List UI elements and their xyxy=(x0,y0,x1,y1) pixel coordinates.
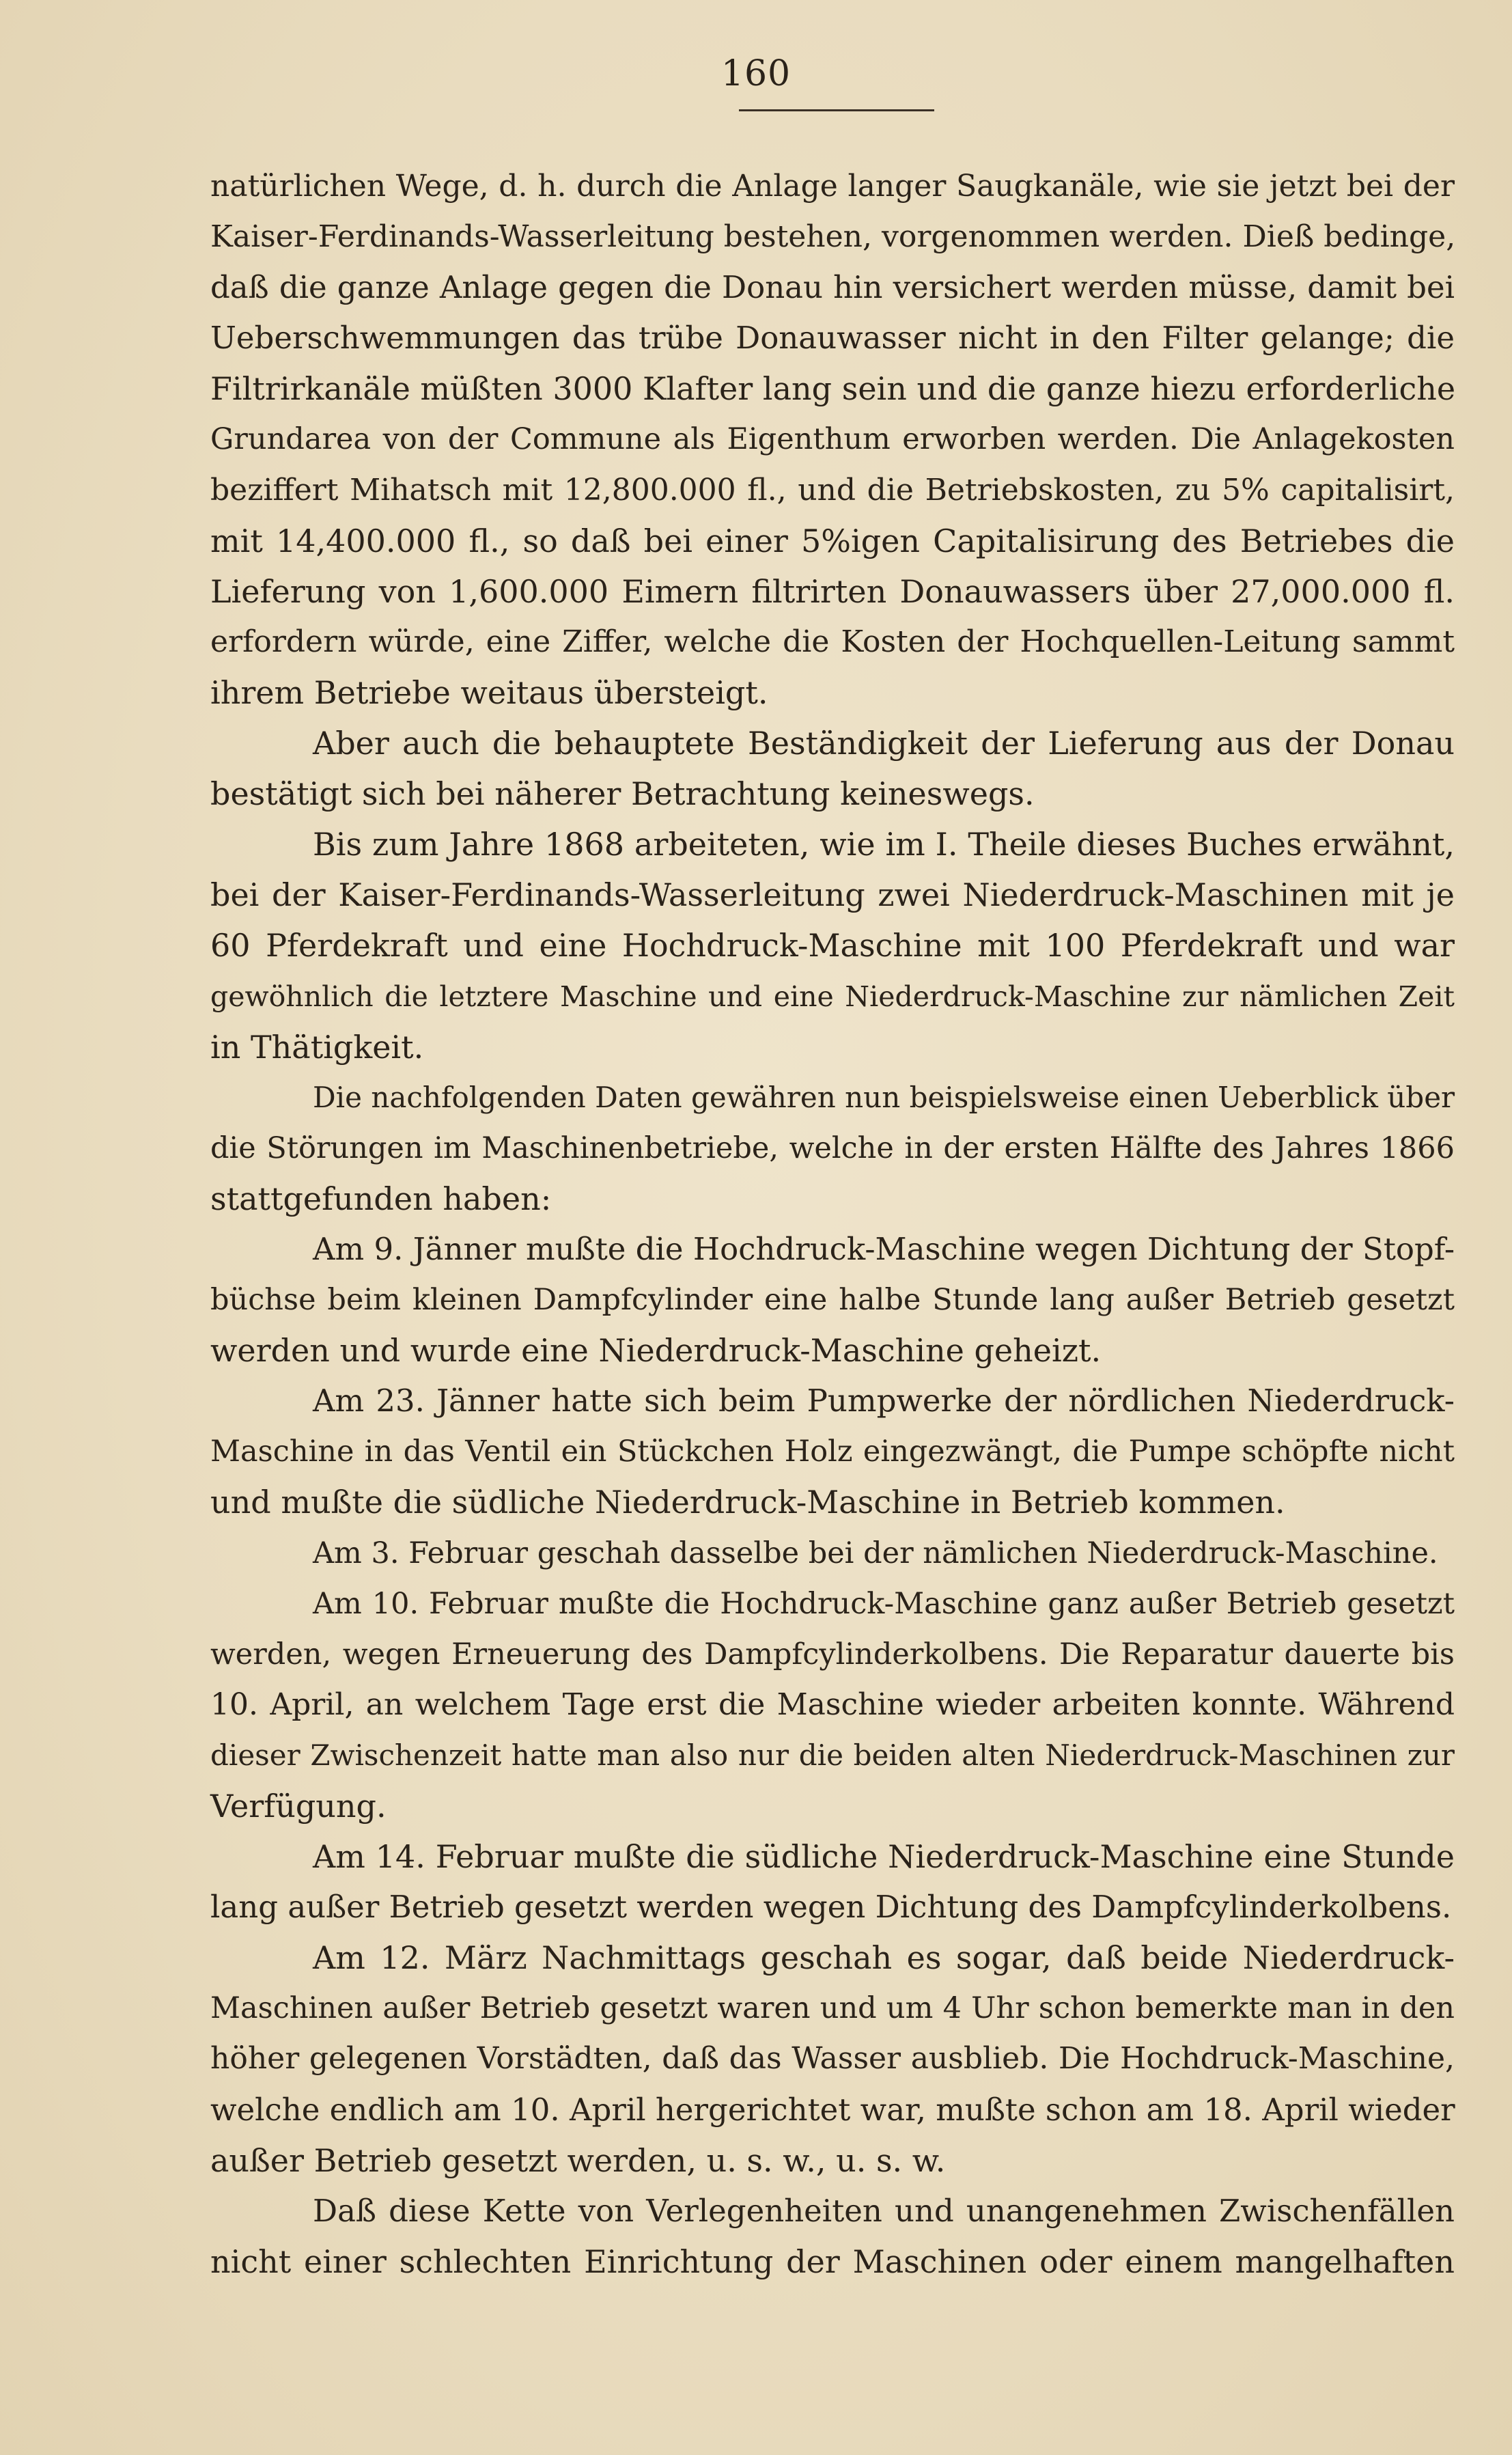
text-line: gewöhnlich die letztere Maschine und eine Niederdruck-Maschine zur nämlichen Zeit xyxy=(210,980,1455,1013)
text-line: Am 12. März Nachmittags geschah es sogar, daß beide Niederdruck- xyxy=(313,1939,1455,1977)
text-line: Am 10. Februar mußte die Hochdruck-Maschine ganz außer Betrieb gesetzt xyxy=(313,1586,1455,1621)
page-number: 160 xyxy=(720,53,792,94)
text-line: werden und wurde eine Niederdruck-Maschine geheizt. xyxy=(210,1332,1102,1370)
paragraph xyxy=(210,1528,1455,1579)
text-line: welche endlich am 10. April hergerichtet war, mußte schon am 18. April wieder xyxy=(210,2091,1455,2128)
text-line: außer Betrieb gesetzt werden, u. s. w., u. s. w. xyxy=(210,2141,946,2179)
text-line: stattgefunden haben: xyxy=(210,1180,552,1217)
text-line: natürlichen Wege, d. h. durch die Anlage langer Saugkanäle, wie sie jetzt bei der xyxy=(210,169,1455,204)
text-line: Maschinen außer Betrieb gesetzt waren und um 4 Uhr schon bemerkte man in den xyxy=(210,1991,1455,2026)
text-line: Bis zum Jahre 1868 arbeiteten, wie im I. Theile dieses Buches erwähnt, xyxy=(313,826,1455,863)
text-line: Am 14. Februar mußte die südliche Niederdruck-Maschine eine Stunde xyxy=(313,1838,1455,1876)
text-line: höher gelegenen Vorstädten, daß das Wasser ausblieb. Die Hochdruck-Maschine, xyxy=(210,2041,1455,2077)
text-line: daß die ganze Anlage gegen die Donau hin versichert werden müsse, damit bei xyxy=(210,269,1455,306)
paragraph xyxy=(210,819,1455,1072)
text-line: Ueberschwemmungen das trübe Donauwasser nicht in den Filter gelange; die xyxy=(210,320,1455,357)
paragraph xyxy=(210,1376,1455,1527)
text-line: 60 Pferdekraft und eine Hochdruck-Maschine mit 100 Pferdekraft und war xyxy=(210,927,1455,965)
text-line: Grundarea von der Commune als Eigenthum erworben werden. Die Anlagekosten xyxy=(210,422,1455,457)
text-line: Kaiser-Ferdinands-Wasserleitung bestehen, vorgenommen werden. Dieß bedinge, xyxy=(210,219,1456,255)
text-line: Aber auch die behauptete Beständigkeit der Lieferung aus der Donau xyxy=(313,725,1455,762)
text-line: beziffert Mihatsch mit 12,800.000 fl., und die Betriebskosten, zu 5% capitalisirt, xyxy=(210,472,1455,508)
text-line: Verfügung. xyxy=(210,1788,387,1825)
text-line: werden, wegen Erneuerung des Dampfcylinderkolbens. Die Reparatur dauerte bis xyxy=(210,1637,1455,1672)
text-line: Am 9. Jänner mußte die Hochdruck-Maschine wegen Dichtung der Stopf- xyxy=(313,1230,1455,1267)
paragraph xyxy=(210,1932,1455,2185)
text-line: bei der Kaiser-Ferdinands-Wasserleitung zwei Niederdruck-Maschinen mit je xyxy=(210,876,1455,914)
text-line: erfordern würde, eine Ziffer, welche die Kosten der Hochquellen-Leitung sammt xyxy=(210,624,1455,659)
paragraph xyxy=(210,1831,1455,1932)
text-line: Filtrirkanäle müßten 3000 Klafter lang sein und die ganze hiezu erforderliche xyxy=(210,370,1456,408)
text-line: Die nachfolgenden Daten gewähren nun beispielsweise einen Ueberblick über xyxy=(313,1080,1455,1114)
paragraph xyxy=(210,161,1455,718)
text-line: und mußte die südliche Niederdruck-Maschine in Betrieb kommen. xyxy=(210,1484,1285,1521)
text-line: in Thätigkeit. xyxy=(210,1028,424,1066)
text-line: bestätigt sich bei näherer Betrachtung keineswegs. xyxy=(210,775,1035,813)
paragraph xyxy=(210,1072,1455,1224)
body-text xyxy=(210,161,1455,2287)
text-line: Am 3. Februar geschah dasselbe bei der nämlichen Niederdruck-Maschine. xyxy=(313,1536,1438,1570)
text-line: die Störungen im Maschinenbetriebe, welche in der ersten Hälfte des Jahres 1866 xyxy=(210,1131,1455,1165)
text-line: ihrem Betriebe weitaus übersteigt. xyxy=(210,674,768,711)
text-line: Am 23. Jänner hatte sich beim Pumpwerke der nördlichen Niederdruck- xyxy=(313,1383,1455,1419)
text-line: lang außer Betrieb gesetzt werden wegen Dichtung des Dampfcylinderkolbens. xyxy=(210,1889,1452,1926)
text-line: Daß diese Kette von Verlegenheiten und unangenehmen Zwischenfällen xyxy=(313,2192,1455,2229)
text-line: Maschine in das Ventil ein Stückchen Holz eingezwängt, die Pumpe schöpfte nicht xyxy=(210,1434,1455,1469)
text-line: mit 14,400.000 fl., so daß bei einer 5%igen Capitalisirung des Betriebes die xyxy=(210,522,1455,559)
paragraph xyxy=(210,718,1455,819)
paragraph xyxy=(210,2186,1455,2287)
text-line: dieser Zwischenzeit hatte man also nur die beiden alten Niederdruck-Maschinen zur xyxy=(210,1738,1455,1772)
paragraph xyxy=(210,1579,1455,1831)
text-line: 10. April, an welchem Tage erst die Maschine wieder arbeiten konnte. Während xyxy=(210,1687,1455,1722)
text-line: Lieferung von 1,600.000 Eimern filtrirten Donauwassers über 27,000.000 fl. xyxy=(210,572,1455,610)
text-line: nicht einer schlechten Einrichtung der Maschinen oder einem mangelhaften xyxy=(210,2243,1455,2280)
header-rule xyxy=(739,109,934,111)
paragraph xyxy=(210,1224,1455,1376)
text-line: büchse beim kleinen Dampfcylinder eine halbe Stunde lang außer Betrieb gesetzt xyxy=(210,1283,1455,1318)
